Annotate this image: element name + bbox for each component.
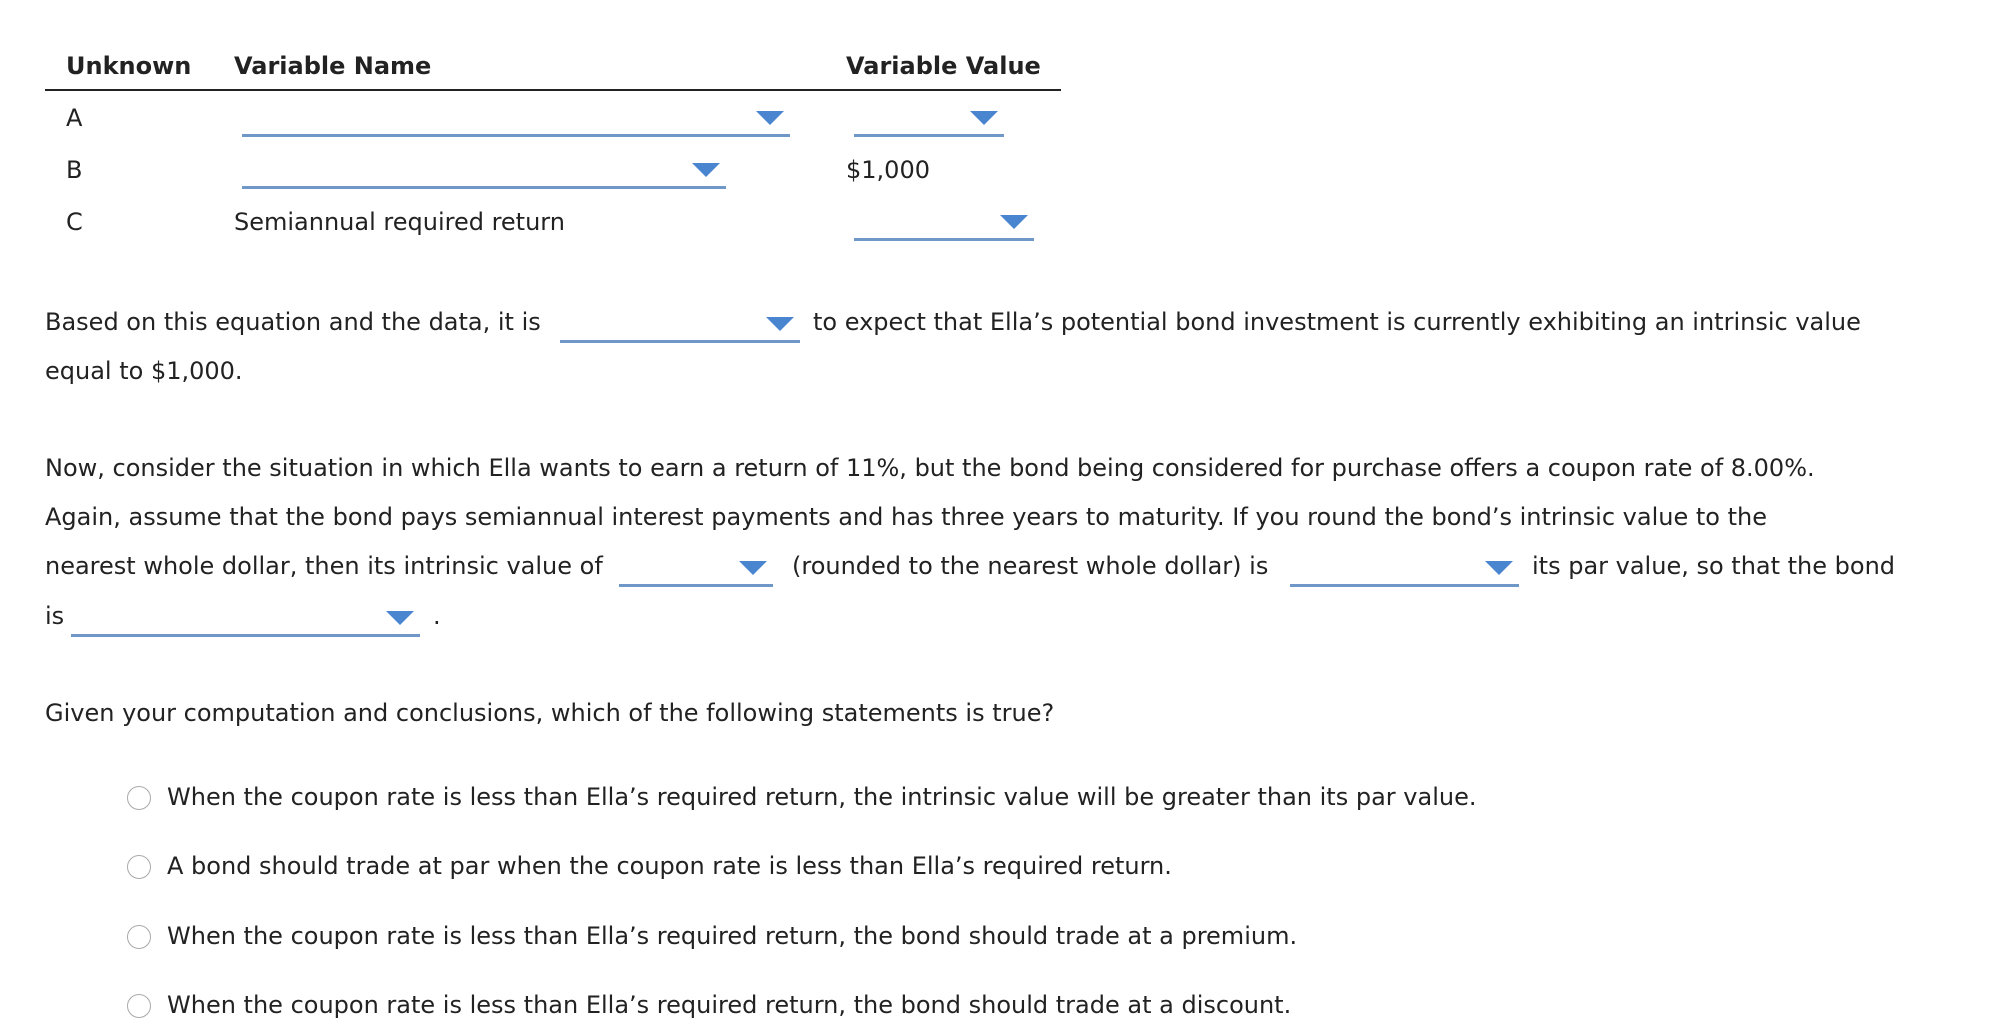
- intrinsic-value-dropdown[interactable]: [619, 548, 773, 587]
- option-3-radio[interactable]: [127, 925, 151, 949]
- para2-line4-a: is: [45, 602, 65, 630]
- option-1-radio[interactable]: [127, 786, 151, 810]
- row-a-unknown: A: [66, 104, 83, 132]
- option-2-label[interactable]: A bond should trade at par when the coupon rate is less than Ella’s required return.: [167, 852, 1172, 880]
- par-comparison-dropdown[interactable]: [1290, 548, 1519, 587]
- triangle-down-icon: [1485, 561, 1513, 575]
- table-header-divider: [45, 89, 1061, 91]
- row-c-unknown: C: [66, 208, 83, 236]
- option-3-label[interactable]: When the coupon rate is less than Ella’s required return, the bond should trade at a premium.: [167, 922, 1298, 950]
- para2-line3-b: (rounded to the nearest whole dollar) is: [792, 552, 1269, 580]
- para1-text-before: Based on this equation and the data, it is: [45, 308, 541, 336]
- triangle-down-icon: [1000, 215, 1028, 229]
- row-a-value-dropdown[interactable]: [854, 98, 1004, 137]
- para2-line3-c: its par value, so that the bond: [1532, 552, 1896, 580]
- row-b-unknown: B: [66, 156, 83, 184]
- row-c-value-dropdown[interactable]: [854, 202, 1034, 241]
- para2-line4-period: .: [433, 602, 441, 630]
- header-variable-name: Variable Name: [234, 52, 432, 80]
- option-4-label[interactable]: When the coupon rate is less than Ella’s required return, the bond should trade at a discount.: [167, 991, 1292, 1019]
- para1-likelihood-dropdown[interactable]: [560, 304, 800, 343]
- triangle-down-icon: [970, 111, 998, 125]
- triangle-down-icon: [739, 561, 767, 575]
- row-a-name-dropdown[interactable]: [242, 98, 790, 137]
- question-text: Given your computation and conclusions, which of the following statements is true?: [45, 699, 1055, 727]
- option-2-radio[interactable]: [127, 855, 151, 879]
- bond-trade-dropdown[interactable]: [71, 598, 420, 637]
- triangle-down-icon: [766, 317, 794, 331]
- triangle-down-icon: [756, 111, 784, 125]
- row-b-value: $1,000: [846, 156, 930, 184]
- header-variable-value: Variable Value: [846, 52, 1041, 80]
- para1-text-after: to expect that Ella’s potential bond investment is currently exhibiting an intrinsic value: [813, 308, 1861, 336]
- option-4-radio[interactable]: [127, 994, 151, 1018]
- row-c-name: Semiannual required return: [234, 208, 565, 236]
- para1-text-line2: equal to $1,000.: [45, 357, 243, 385]
- triangle-down-icon: [692, 163, 720, 177]
- para2-line3-a: nearest whole dollar, then its intrinsic value of: [45, 552, 603, 580]
- para2-line2: Again, assume that the bond pays semiannual interest payments and has three years to maturity. If you round the bond’s intrinsic value to the: [45, 503, 1767, 531]
- para2-line1: Now, consider the situation in which Ella wants to earn a return of 11%, but the bond being considered for purchase offers a coupon rate of 8.00%.: [45, 454, 1815, 482]
- triangle-down-icon: [386, 611, 414, 625]
- option-1-label[interactable]: When the coupon rate is less than Ella’s required return, the intrinsic value will be greater than its par value.: [167, 783, 1477, 811]
- header-unknown: Unknown: [66, 52, 192, 80]
- row-b-name-dropdown[interactable]: [242, 150, 726, 189]
